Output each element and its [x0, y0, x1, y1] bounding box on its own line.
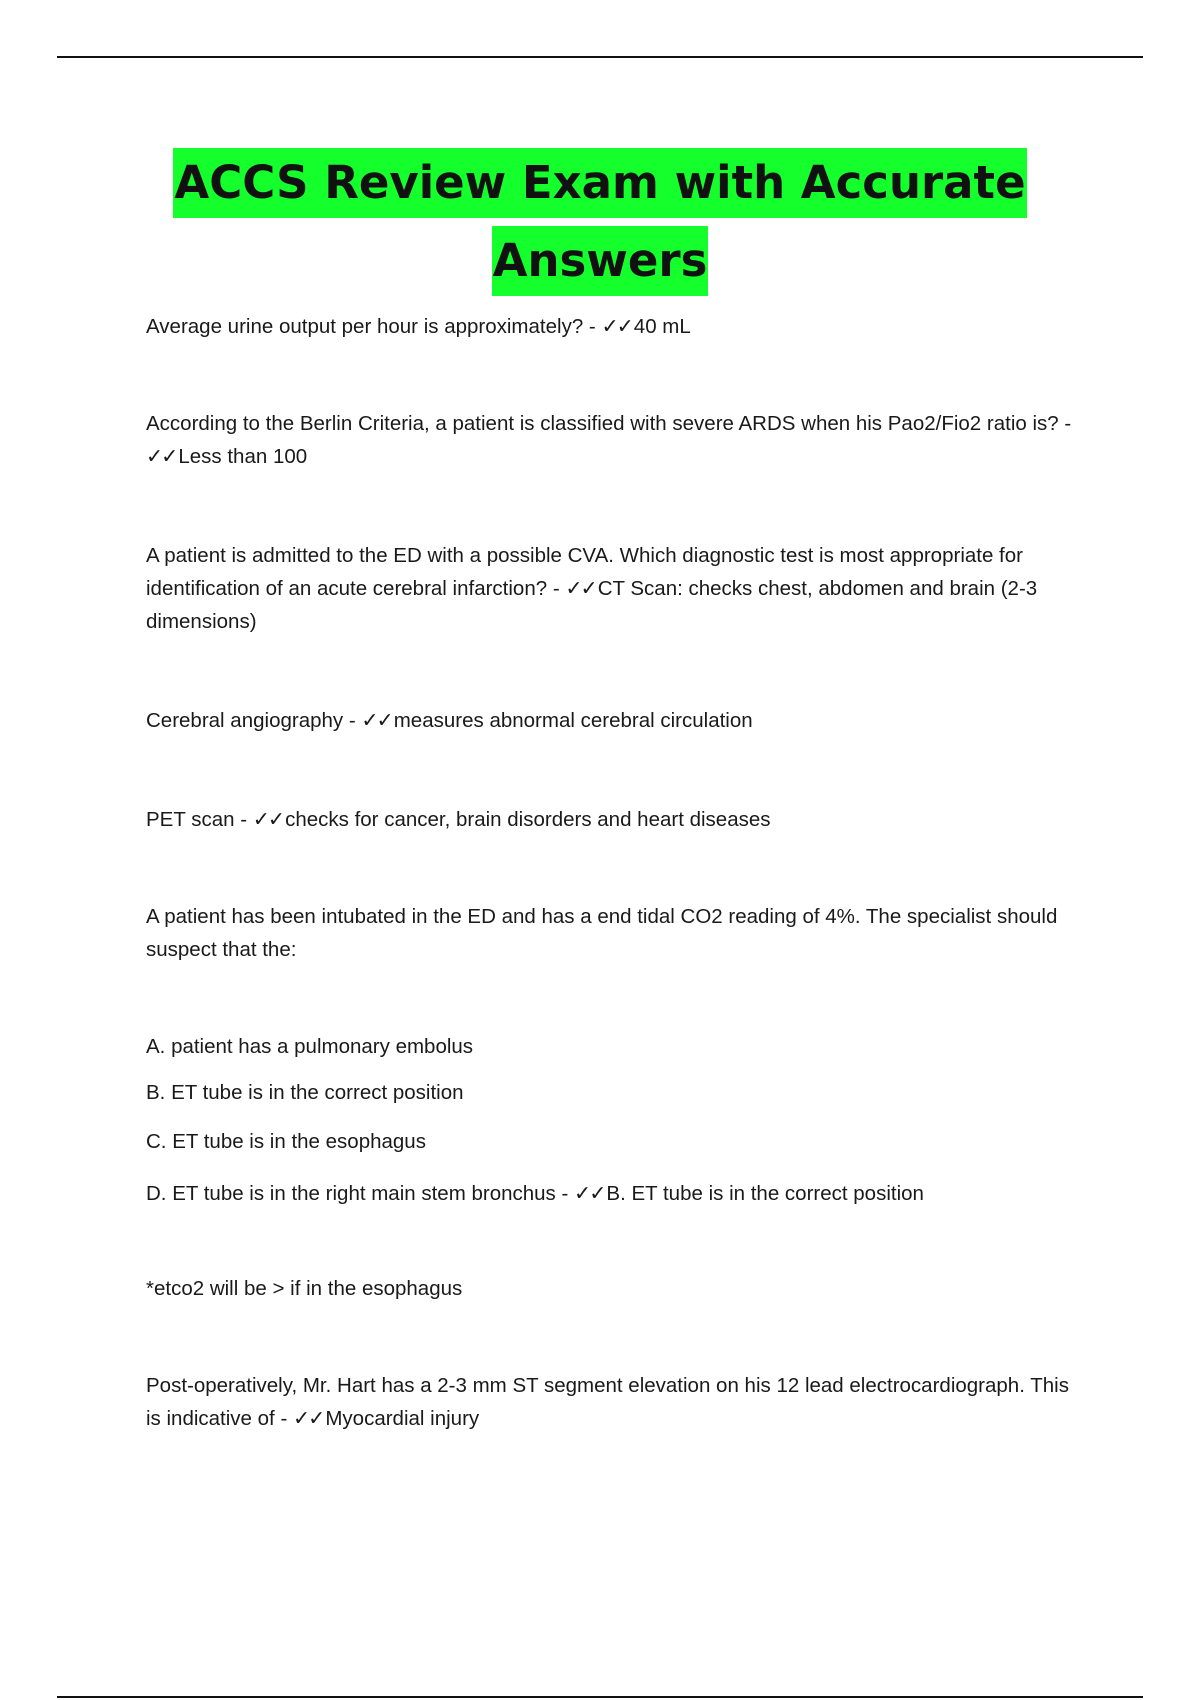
question-text: According to the Berlin Criteria, a patient is classified with severe ARDS when his Pao2/Fio2 ratio is? -: [146, 412, 1072, 435]
qa-entry: [146, 310, 1086, 343]
qa-entry: [146, 1369, 1086, 1435]
qa-entry: [146, 900, 1086, 966]
option-c: [146, 1125, 1086, 1158]
question-text: A patient has been intubated in the ED and has a end tidal CO2 reading of 4%. The specialist should suspect that the:: [146, 905, 1058, 961]
checkmark-icon: ✓✓: [601, 314, 632, 338]
qa-entry: [146, 803, 1086, 836]
checkmark-icon: ✓✓: [565, 576, 596, 600]
checkmark-icon: ✓✓: [146, 444, 177, 468]
question-text: PET scan -: [146, 808, 253, 831]
option-d: [146, 1177, 1086, 1210]
answer-text: measures abnormal cerebral circulation: [393, 709, 753, 732]
answer-text: checks for cancer, brain disorders and heart diseases: [285, 808, 771, 831]
document-title: [0, 145, 1200, 301]
answer-text: CT Scan: checks chest, abdomen and brain (2-3 dimensions): [146, 577, 1038, 633]
note-content: *etco2 will be > if in the esophagus: [146, 1277, 463, 1300]
qa-entry: [146, 407, 1086, 473]
question-text: A patient is admitted to the ED with a possible CVA. Which diagnostic test is most appropriate for identification of an acute cerebral infarction? -: [146, 544, 1023, 600]
bottom-rule: [57, 1696, 1143, 1698]
title-line-1: ACCS Review Exam with Accurate: [173, 148, 1026, 218]
option-a: [146, 1030, 1086, 1063]
checkmark-icon: ✓✓: [292, 1406, 324, 1430]
option-b: [146, 1076, 1086, 1109]
answer-text: B. ET tube is in the correct position: [606, 1182, 924, 1205]
qa-entry: [146, 704, 1086, 737]
checkmark-icon: ✓✓: [574, 1181, 605, 1205]
answer-text: Less than 100: [178, 445, 308, 468]
question-text: Average urine output per hour is approximately? -: [146, 315, 602, 338]
question-text: Cerebral angiography -: [146, 709, 362, 732]
qa-entry: [146, 539, 1086, 638]
title-line-2: Answers: [492, 226, 709, 296]
answer-text: Myocardial injury: [325, 1407, 480, 1430]
answer-text: 40 mL: [633, 315, 691, 338]
checkmark-icon: ✓✓: [252, 807, 284, 831]
option-text: B. ET tube is in the correct position: [146, 1081, 464, 1104]
checkmark-icon: ✓✓: [361, 708, 392, 732]
option-text: C. ET tube is in the esophagus: [146, 1130, 426, 1153]
option-text: D. ET tube is in the right main stem bronchus -: [146, 1182, 575, 1205]
top-rule: [57, 56, 1143, 58]
question-text: Post-operatively, Mr. Hart has a 2-3 mm ST segment elevation on his 12 lead electrocardiograph. This is indicative of -: [146, 1374, 1069, 1430]
note-text: [146, 1272, 1086, 1305]
option-text: A. patient has a pulmonary embolus: [146, 1035, 474, 1058]
